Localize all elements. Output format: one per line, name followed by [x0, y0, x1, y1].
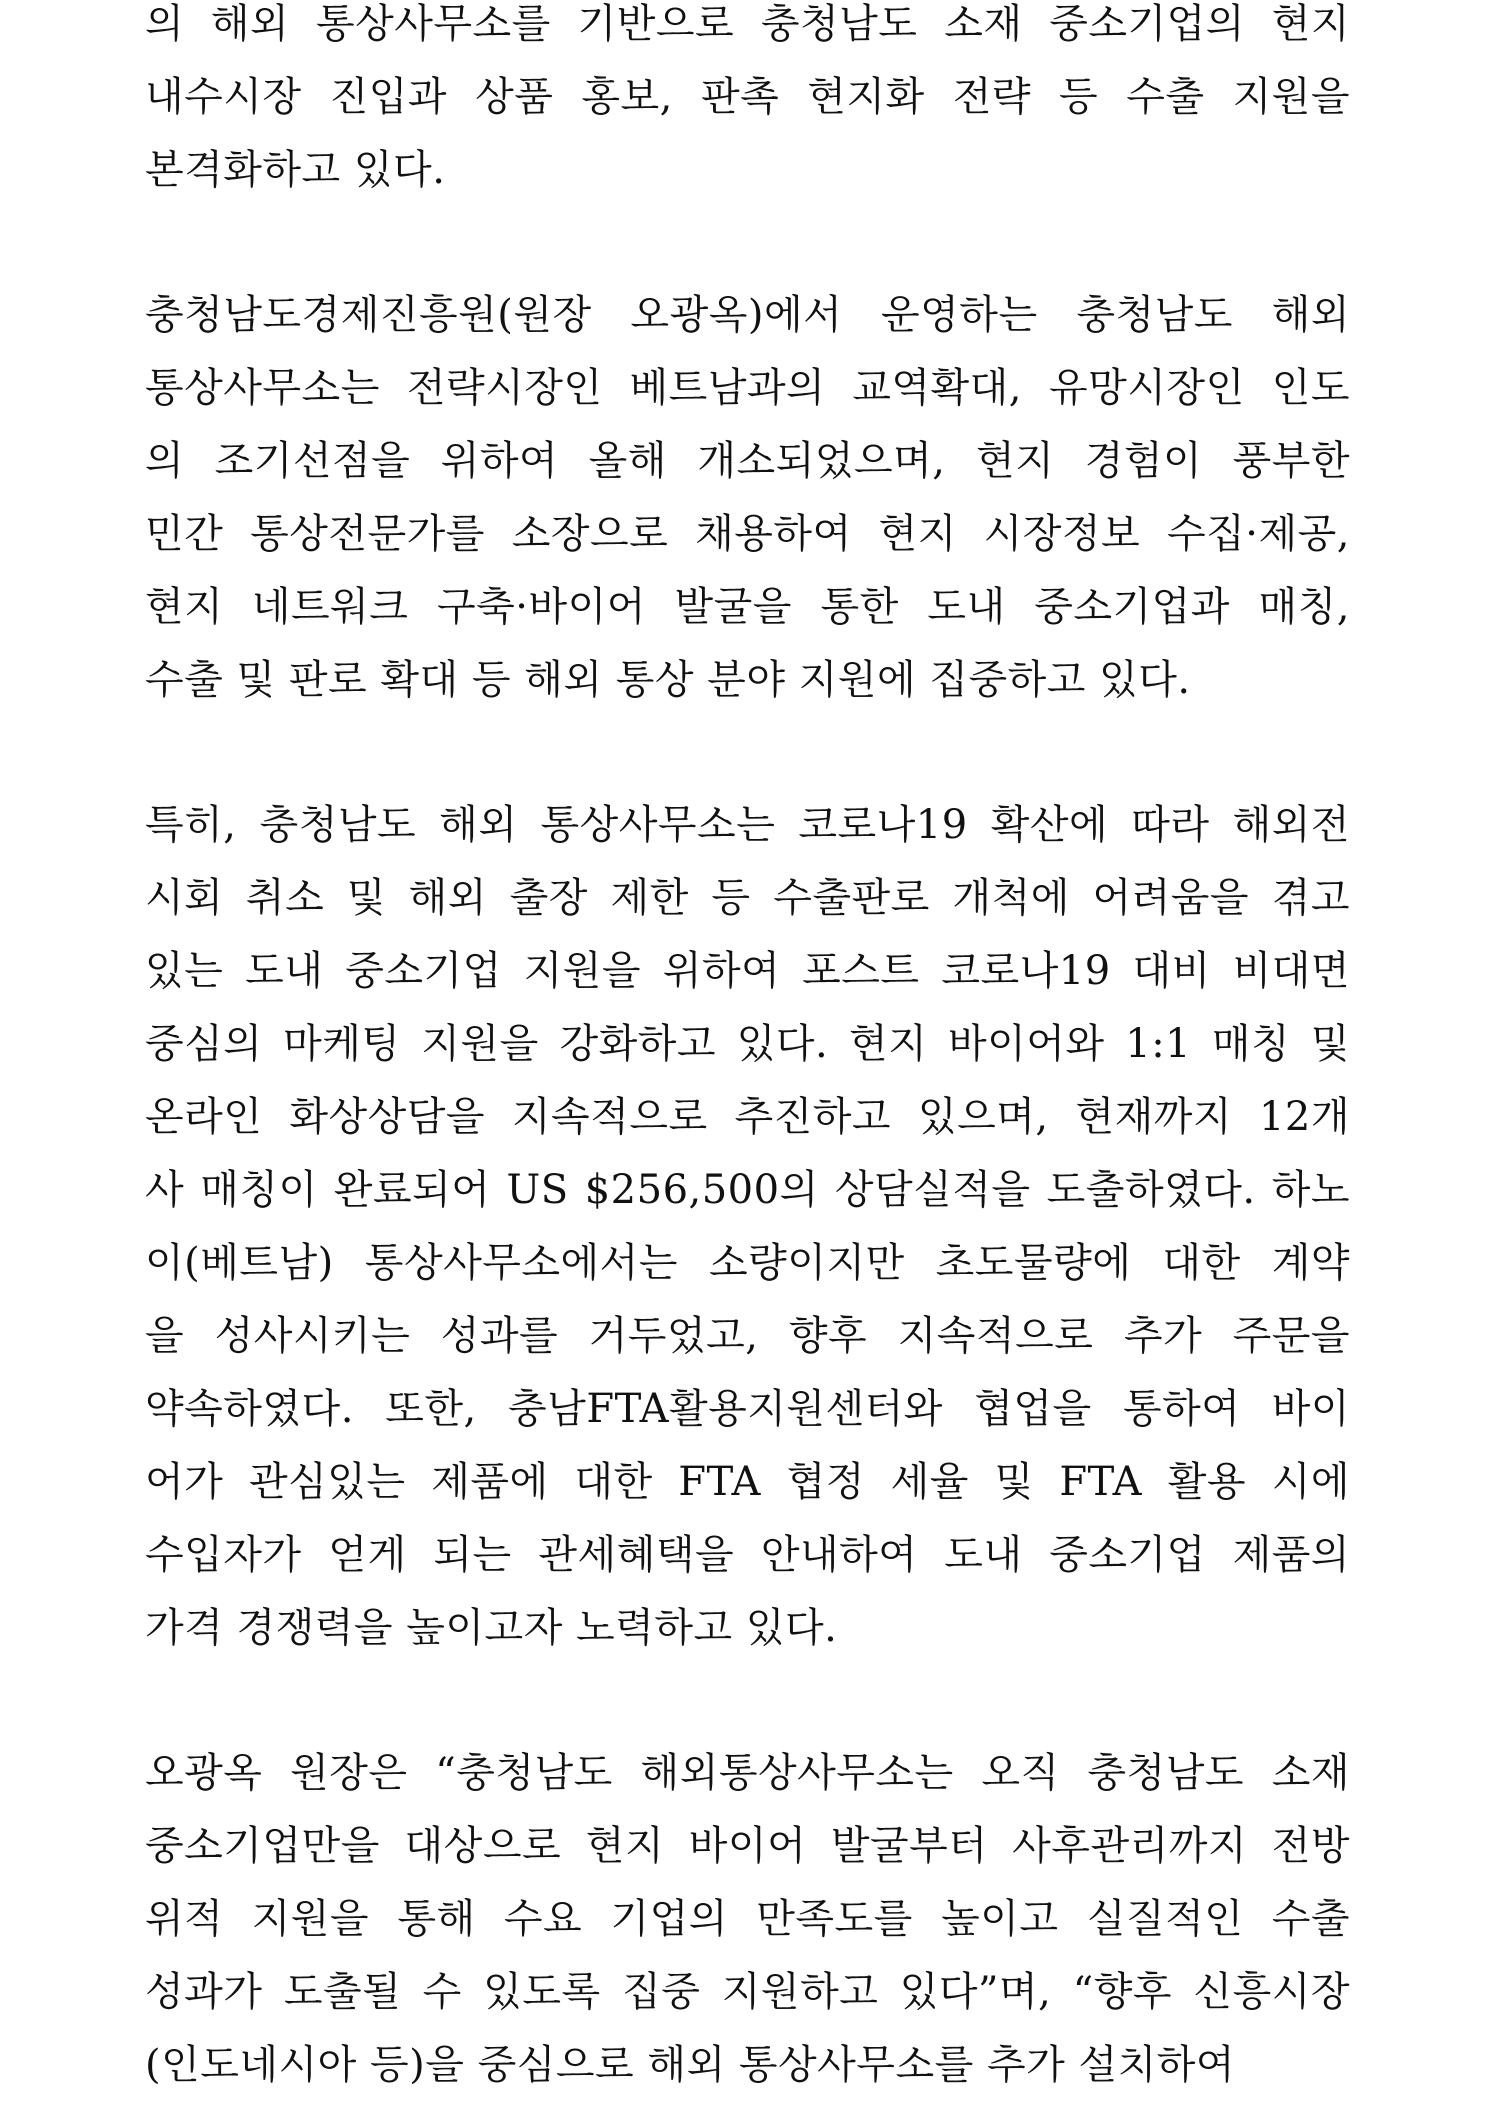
text-line: 본격화하고 있다. [145, 147, 446, 193]
text-line: 충청남도경제진흥원(원장 오광옥)에서 운영하는 충청남도 해외 [145, 292, 1350, 338]
text-line: 약속하였다. 또한, 충남FTA활용지원센터와 협업을 통하여 바이 [145, 1386, 1350, 1432]
text-line: 을 성사시키는 성과를 거두었고, 향후 지속적으로 추가 주문을 [145, 1313, 1350, 1359]
text-line: 특히, 충청남도 해외 통상사무소는 코로나19 확산에 따라 해외전 [145, 802, 1350, 848]
text-line: 중소기업만을 대상으로 현지 바이어 발굴부터 사후관리까지 전방 [145, 1823, 1350, 1869]
text-line: 위적 지원을 통해 수요 기업의 만족도를 높이고 실질적인 수출 [145, 1896, 1350, 1942]
text-line: (인도네시아 등)을 중심으로 해외 통상사무소를 추가 설치하여 [145, 2042, 1235, 2088]
text-line: 이(베트남) 통상사무소에서는 소량이지만 초도물량에 대한 계약 [145, 1240, 1350, 1286]
paragraph-3 [145, 789, 1350, 1665]
text-line: 민간 통상전문가를 소장으로 채용하여 현지 시장정보 수집·제공, [145, 511, 1350, 557]
paragraph-gap [145, 207, 1350, 279]
text-line: 온라인 화상상담을 지속적으로 추진하고 있으며, 현재까지 12개 [145, 1094, 1350, 1140]
document-page [145, 0, 1350, 2102]
text-line: 시회 취소 및 해외 출장 제한 등 수출판로 개척에 어려움을 겪고 [145, 875, 1350, 921]
text-line: 내수시장 진입과 상품 홍보, 판촉 현지화 전략 등 수출 지원을 [145, 74, 1350, 120]
text-line: 수출 및 판로 확대 등 해외 통상 분야 지원에 집중하고 있다. [145, 657, 1191, 703]
paragraph-2 [145, 279, 1350, 717]
text-line: 현지 네트워크 구축·바이어 발굴을 통한 도내 중소기업과 매칭, [145, 584, 1350, 630]
text-line: 성과가 도출될 수 있도록 집중 지원하고 있다”며, “향후 신흥시장 [145, 1969, 1350, 2015]
text-line: 있는 도내 중소기업 지원을 위하여 포스트 코로나19 대비 비대면 [145, 948, 1350, 994]
paragraph-4 [145, 1737, 1350, 2102]
text-line: 어가 관심있는 제품에 대한 FTA 협정 세율 및 FTA 활용 시에 [145, 1459, 1350, 1505]
text-line: 통상사무소는 전략시장인 베트남과의 교역확대, 유망시장인 인도 [145, 365, 1350, 411]
text-line: 중심의 마케팅 지원을 강화하고 있다. 현지 바이어와 1:1 매칭 및 [145, 1021, 1350, 1067]
text-line: 수입자가 얻게 되는 관세혜택을 안내하여 도내 중소기업 제품의 [145, 1532, 1350, 1578]
paragraph-1 [145, 0, 1350, 207]
paragraph-gap [145, 1665, 1350, 1737]
text-line: 가격 경쟁력을 높이고자 노력하고 있다. [145, 1605, 838, 1651]
paragraph-gap [145, 717, 1350, 789]
text-line: 의 조기선점을 위하여 올해 개소되었으며, 현지 경험이 풍부한 [145, 438, 1350, 484]
text-line: 의 해외 통상사무소를 기반으로 충청남도 소재 중소기업의 현지 [145, 1, 1350, 47]
text-line: 오광옥 원장은 “충청남도 해외통상사무소는 오직 충청남도 소재 [145, 1750, 1350, 1796]
text-line: 사 매칭이 완료되어 US $256,500의 상담실적을 도출하였다. 하노 [145, 1167, 1350, 1213]
